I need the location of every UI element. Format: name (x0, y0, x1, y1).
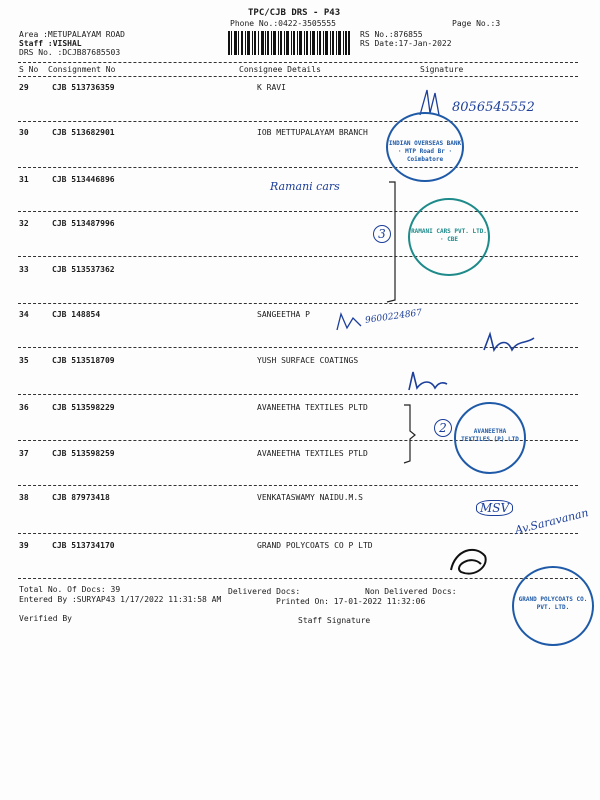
row-consignee: VENKATASWAMY NAIDU.M.S (257, 493, 363, 502)
row-sno: 32 (19, 219, 29, 228)
row-consignment: CJB 513682901 (52, 128, 115, 137)
row-sno: 33 (19, 265, 29, 274)
handwritten-phone: 9600224867 (364, 308, 423, 326)
row-consignment: CJB 148854 (52, 310, 101, 319)
row-consignment: CJB 513487996 (52, 219, 115, 228)
row-consignment: CJB 513736359 (52, 83, 115, 92)
area-label: Area :METUPALAYAM ROAD (19, 30, 125, 39)
row-consignment: CJB 513518709 (52, 356, 115, 365)
col-consignment: Consignment No (48, 65, 116, 74)
verified-by: Verified By (19, 614, 72, 623)
row-consignee: GRAND POLYCOATS CO P LTD (257, 541, 373, 550)
row-consignment: CJB 87973418 (52, 493, 110, 502)
row-divider (18, 256, 578, 257)
row-consignee: YUSH SURFACE COATINGS (257, 356, 359, 365)
row-divider (18, 303, 578, 304)
row-consignment: CJB 513598229 (52, 403, 115, 412)
document-title: TPC/CJB DRS - P43 (248, 8, 341, 18)
row-divider (18, 394, 578, 395)
phone-number: Phone No.:0422-3505555 (230, 19, 336, 28)
rs-number: RS No.:876855 (360, 30, 423, 39)
bank-stamp: INDIAN OVERSEAS BANK · MTP Road Br · Coimbatore (386, 112, 464, 182)
header-rule-bottom (18, 76, 578, 77)
row-divider (18, 167, 578, 168)
grand-polycoats-stamp: GRAND POLYCOATS CO. PVT. LTD. (512, 566, 594, 646)
handwritten-name: Av.Saravanan (513, 506, 590, 537)
ramani-stamp: RAMANI CARS PVT. LTD. · CBE (408, 198, 490, 276)
rs-date: RS Date:17-Jan-2022 (360, 39, 452, 48)
row-consignee: SANGEETHA P (257, 310, 310, 319)
row-consignment: CJB 513537362 (52, 265, 115, 274)
row-consignee: K RAVI (257, 83, 286, 92)
row-sno: 34 (19, 310, 29, 319)
row-sno: 31 (19, 175, 29, 184)
staff-signature: Staff Signature (298, 616, 371, 625)
row-consignee: AVANEETHA TEXTILES PLTD (257, 403, 368, 412)
drs-number: DRS No. :DCJB87685503 (19, 48, 121, 57)
page-number: Page No.:3 (452, 19, 501, 28)
signature-scribble (480, 330, 540, 360)
row-divider (18, 121, 578, 122)
non-delivered-docs: Non Delivered Docs: (365, 587, 457, 596)
entered-by: Entered By :SURYAP43 1/17/2022 11:31:58 AM (19, 595, 222, 604)
circled-count: 3 (373, 225, 391, 243)
row-sno: 30 (19, 128, 29, 137)
signature-scribble (335, 310, 365, 335)
col-consignee: Consignee Details (239, 65, 321, 74)
total-docs: Total No. Of Docs: 39 (19, 585, 121, 594)
row-consignee: IOB METTUPALAYAM BRANCH (257, 128, 368, 137)
row-consignment: CJB 513598259 (52, 449, 115, 458)
header-rule-top (18, 62, 578, 63)
avaneetha-stamp: AVANEETHA TEXTILES (P) LTD (454, 402, 526, 474)
row-sno: 38 (19, 493, 29, 502)
row-consignee: AVANEETHA TEXTILES PTLD (257, 449, 368, 458)
col-sno: S No (19, 65, 39, 74)
row-sno: 36 (19, 403, 29, 412)
row-sno: 29 (19, 83, 29, 92)
staff-label: Staff :VISHAL (19, 39, 82, 48)
printed-on: Printed On: 17-01-2022 11:32:06 (276, 597, 426, 606)
signature-scribble (445, 540, 495, 585)
handwritten-initials: MSV (476, 500, 513, 516)
row-sno: 35 (19, 356, 29, 365)
handwritten-note: Ramani cars (270, 180, 340, 193)
signature-scribble (405, 370, 450, 395)
row-divider (18, 533, 578, 534)
row-divider (18, 211, 578, 212)
row-sno: 37 (19, 449, 29, 458)
bracket-mark (400, 403, 420, 465)
col-signature: Signature (420, 65, 464, 74)
bracket-mark (385, 180, 405, 305)
row-consignment: CJB 513446896 (52, 175, 115, 184)
row-consignment: CJB 513734170 (52, 541, 115, 550)
row-sno: 39 (19, 541, 29, 550)
circled-count: 2 (434, 419, 452, 437)
delivered-docs: Delivered Docs: (228, 587, 301, 596)
handwritten-phone: 8056545552 (452, 100, 535, 115)
row-divider (18, 485, 578, 486)
barcode (228, 31, 350, 55)
